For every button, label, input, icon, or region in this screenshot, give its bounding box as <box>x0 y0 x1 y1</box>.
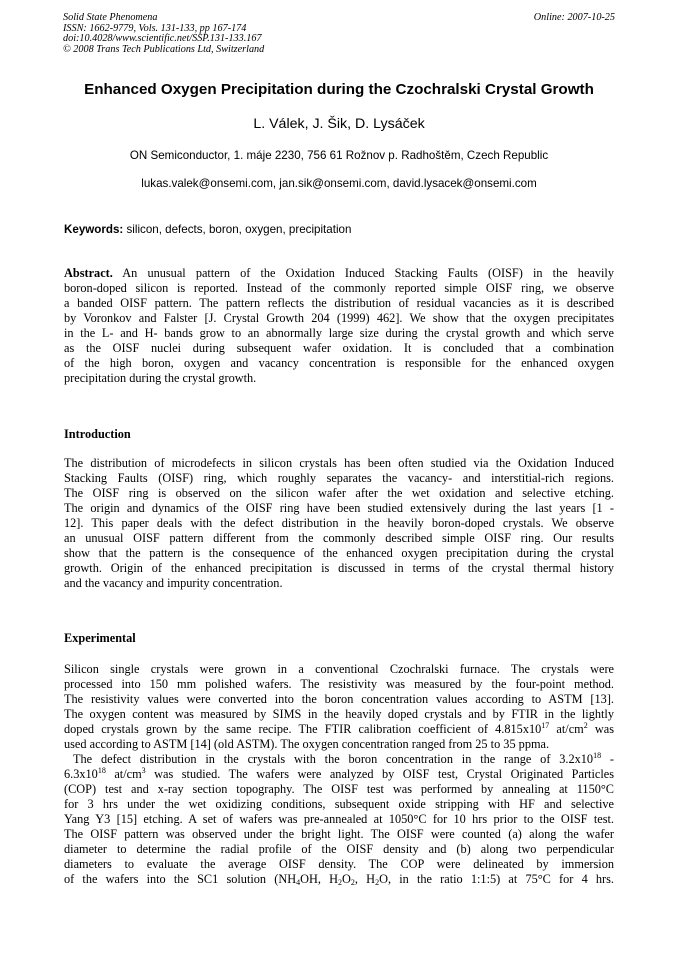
intro-line: The distribution of microdefects in silicon crystals has been often studied via the Oxidation Induced <box>64 456 614 470</box>
abstract-line: boron-doped silicon is reported. Instead of the commonly reported simple OISF ring, we observe <box>64 281 614 295</box>
abstract-line: of the high boron, oxygen and vacancy concentration is responsible for the enhanced oxygen <box>64 356 614 370</box>
paper-authors: L. Válek, J. Šik, D. Lysáček <box>253 116 425 132</box>
abstract-label: Abstract. <box>64 266 113 280</box>
affiliation: ON Semiconductor, 1. máje 2230, 756 61 Rožnov p. Radhoštěm, Czech Republic <box>129 149 549 162</box>
exp-line: diameter to determine the radial profile of the OISF density and (b) along two perpendicular <box>64 842 614 856</box>
exp-line: The resistivity values were converted into the boron concentration values according to ASTM [13]. <box>64 692 614 706</box>
online-date: Online: 2007-10-25 <box>533 12 615 23</box>
exp-line: Silicon single crystals were grown in a conventional Czochralski furnace. The crystals were <box>64 662 614 676</box>
intro-line: an unusual OISF pattern different from the commonly described simple OISF ring. Our results <box>64 531 614 545</box>
exp-line: diameters to evaluate the average OISF density. The COP were delineated by immersion <box>64 857 614 871</box>
journal-copyright: © 2008 Trans Tech Publications Ltd, Switzerland <box>63 43 265 55</box>
exp-line: doped crystals grown by the same recipe. The FTIR calibration coefficient of $4.815x10^{17}$ $at/cm^2$ was <box>64 721 615 736</box>
paper-title: Enhanced Oxygen Precipitation during the Czochralski Crystal Growth <box>84 81 594 98</box>
experimental-heading: Experimental <box>64 631 136 645</box>
journal-header <box>63 13 264 55</box>
keywords-label: Keywords: <box>64 223 124 236</box>
intro-line: growth. Origin of the enhanced precipitation is discussed in terms of the crystal thermal history <box>64 561 614 575</box>
exp-line: The oxygen content was measured by SIMS in the heavily doped crystals and by FTIR in the lightly <box>64 707 614 721</box>
journal-issn: ISSN: 1662-9779, Vols. 131-133, pp 167-174 <box>63 22 247 34</box>
intro-line: The origin and dynamics of the OISF ring have been studied extensively during the last years [1 - <box>64 501 614 515</box>
exp-line: used according to ASTM [14] (old ASTM). The oxygen concentration ranged from 25 to 35 ppma. <box>64 737 550 751</box>
introduction-body <box>64 456 614 591</box>
intro-line: The OISF ring is observed on the silicon wafer after the wet oxidation and selective etching. <box>64 486 614 500</box>
exp-line: $6.3x10^{18}$ $at/cm^3$ was studied. The wafers were analyzed by OISF test, Crystal Originated Particles <box>64 766 615 781</box>
abstract-line: in the L- and H- bands grow to an abnormally large size during the crystal growth and which serve <box>64 326 614 340</box>
keywords-text: silicon, defects, boron, oxygen, precipitation <box>123 223 352 236</box>
introduction-heading: Introduction <box>64 427 131 441</box>
exp-line: for 3 hrs under the wet oxidizing conditions, subsequent oxide stripping with HF and selective <box>64 797 614 811</box>
abstract-line: as the OISF nuclei during subsequent wafer oxidation. It is concluded that a combination <box>64 341 614 355</box>
intro-line: Stacking Faults (OISF) ring, which roughly separates the vacancy- and interstitial-rich regions. <box>64 471 614 485</box>
keywords <box>64 223 351 236</box>
journal-doi: doi:10.4028/www.scientific.net/SSP.131-133.167 <box>63 33 262 45</box>
abstract-line: Abstract. An unusual pattern of the Oxidation Induced Stacking Faults (OISF) in the heavily <box>64 266 614 280</box>
author-emails: lukas.valek@onsemi.com, jan.sik@onsemi.com, david.lysacek@onsemi.com <box>141 177 537 190</box>
abstract-line: precipitation during the crystal growth. <box>64 371 257 385</box>
abstract-line: a banded OISF pattern. The pattern reflects the distribution of residual vacancies as it is described <box>64 296 614 310</box>
exp-line: The defect distribution in the crystals with the boron concentration in the range of $3.2x10^{18}$ - <box>73 751 615 766</box>
journal-name: Solid State Phenomena <box>63 12 158 23</box>
exp-line: Yang Y3 [15] etching. A set of wafers was pre-annealed at 1050°C for 10 hrs prior to the OISF test. <box>64 812 614 826</box>
exp-line: of the wafers into the SC1 solution ($NH_4OH$, $H_2O_2$, $H_2O$, in the ratio 1:1:5) at 75°C for 4 hrs. <box>64 872 615 887</box>
abstract <box>64 266 614 386</box>
exp-line: processed into 150 mm polished wafers. The resistivity was measured by the four-point method. <box>64 677 614 691</box>
intro-line: and the vacancy and impurity concentration. <box>64 576 283 590</box>
intro-line: show that the pattern is the consequence of the enhanced oxygen precipitation during the crystal <box>64 546 614 560</box>
intro-line: 12]. This paper deals with the defect distribution in the heavily boron-doped crystals. We observe <box>64 516 614 530</box>
experimental-body <box>64 662 614 887</box>
exp-line: (COP) test and x-ray section topography. The OISF test was performed by annealing at 1150°C <box>64 782 614 796</box>
exp-line: The OISF pattern was observed under the bright light. The OISF were counted (a) along the wafer <box>64 827 614 841</box>
abstract-line: by Voronkov and Falster [J. Crystal Growth 204 (1999) 462]. We show that the oxygen precipitates <box>64 311 614 325</box>
